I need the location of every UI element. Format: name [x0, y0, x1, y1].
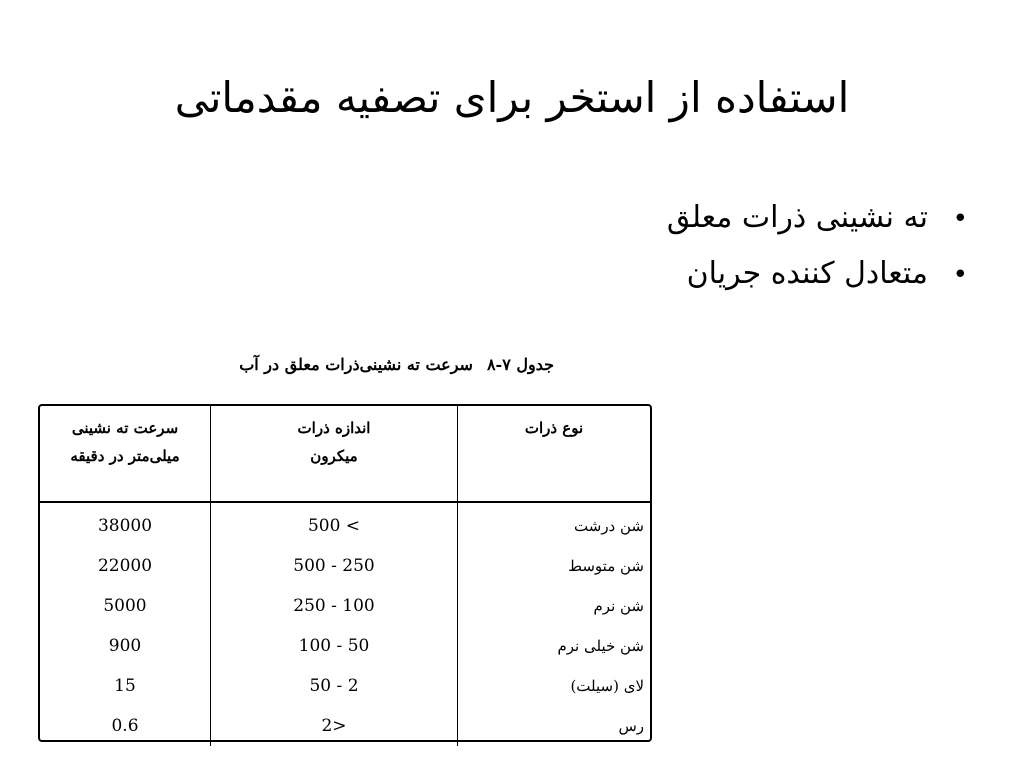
cell-type: شن متوسط	[568, 557, 644, 575]
cell-velocity: 15	[40, 666, 211, 706]
bullet-text: متعادل کننده جریان	[686, 256, 928, 291]
header-size-label: اندازه ذرات	[297, 419, 371, 437]
slide-title: استفاده از استخر برای تصفیه مقدماتی	[174, 73, 850, 122]
table-caption-text: سرعت ته نشینی‌ذرات معلق در آب	[239, 355, 473, 374]
table-row	[40, 666, 650, 706]
cell-size: 100 - 250	[211, 586, 458, 626]
cell-velocity: 0.6	[40, 706, 211, 746]
cell-type: شن درشت	[574, 517, 644, 535]
bullet-list	[408, 190, 968, 302]
cell-velocity: 38000	[40, 502, 211, 546]
cell-size: > 500	[211, 502, 458, 546]
cell-velocity: 22000	[40, 546, 211, 586]
cell-type: شن نرم	[593, 597, 644, 615]
cell-velocity: 5000	[40, 586, 211, 626]
header-particle-type	[458, 406, 651, 502]
table-row	[40, 502, 650, 546]
table-row	[40, 546, 650, 586]
cell-type: رس	[618, 717, 644, 735]
data-table	[40, 406, 650, 746]
bullet-dot-icon: •	[952, 204, 968, 234]
table-caption-number: جدول ۷-۸	[486, 355, 554, 374]
header-particle-size	[211, 406, 458, 502]
header-velocity-unit: میلی‌متر در دقیقه	[70, 447, 180, 465]
header-size-unit: میکرون	[310, 447, 358, 465]
cell-size: 2 - 50	[211, 666, 458, 706]
table-row	[40, 586, 650, 626]
cell-size: 50 - 100	[211, 626, 458, 666]
cell-size: <2	[211, 706, 458, 746]
bullet-text: ته نشینی ذرات معلق	[666, 200, 928, 235]
bullet-item	[408, 246, 968, 302]
cell-type: لای (سیلت)	[570, 677, 644, 695]
table-row	[40, 706, 650, 746]
header-type-label: نوع ذرات	[524, 419, 584, 437]
cell-velocity: 900	[40, 626, 211, 666]
header-settling-velocity	[40, 406, 211, 502]
bullet-item	[408, 190, 968, 246]
cell-type: شن خیلی نرم	[557, 637, 644, 655]
table-header-row	[40, 406, 650, 502]
table-caption	[150, 352, 554, 378]
cell-size: 250 - 500	[211, 546, 458, 586]
bullet-dot-icon: •	[952, 260, 968, 290]
settling-velocity-table	[38, 404, 652, 742]
table-row	[40, 626, 650, 666]
header-velocity-label: سرعت ته نشینی	[71, 419, 179, 437]
